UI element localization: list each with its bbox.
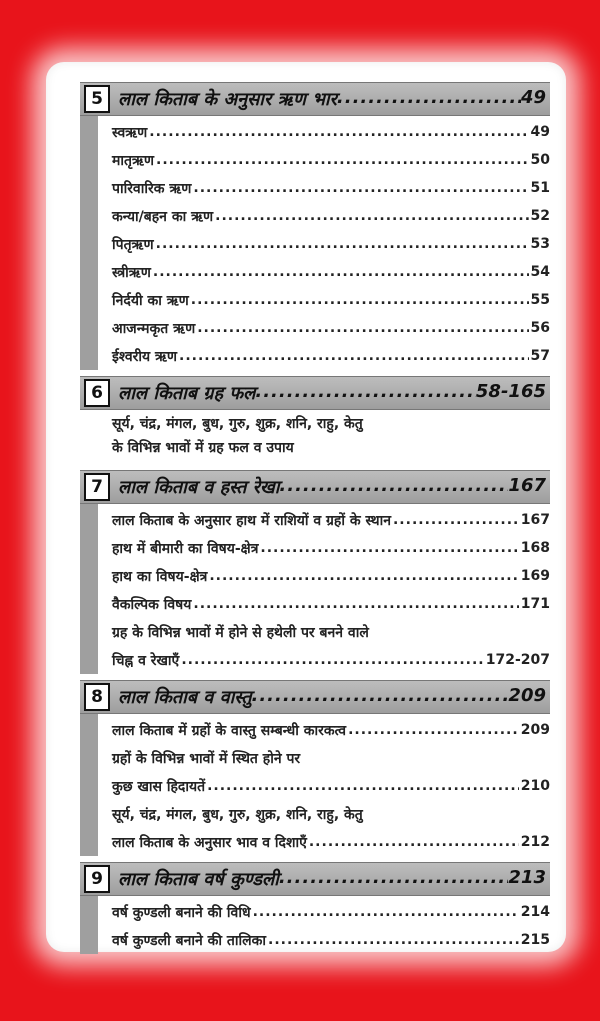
entry-label: हाथ में बीमारी का विषय-क्षेत्र xyxy=(112,540,259,557)
entry-label: लाल किताब के अनुसार हाथ में राशियों व ग्रहों के स्थान xyxy=(112,512,391,529)
entry-page: 212 xyxy=(520,834,550,850)
section-number: 5 xyxy=(84,85,110,113)
section-title: लाल किताब व वास्तु xyxy=(118,687,252,708)
entry-page: 171 xyxy=(520,596,550,612)
section-number: 9 xyxy=(84,865,110,893)
entry-label: मातृऋण xyxy=(112,152,155,169)
entry-label: हाथ का विषय-क्षेत्र xyxy=(112,568,208,585)
entry-page: 210 xyxy=(520,778,550,794)
note-line: सूर्य, चंद्र, मंगल, बुध, गुरु, शुक्र, शनि, राहु, केतु xyxy=(112,806,363,823)
toc-entry[interactable] xyxy=(112,898,550,926)
entry-page: 167 xyxy=(520,512,550,528)
entry-label: कुछ खास हिदायतें xyxy=(112,778,206,795)
entry-label: आजन्मकृत ऋण xyxy=(112,320,196,337)
section-title: लाल किताब व हस्त रेखा xyxy=(118,477,280,498)
entry-label: वर्ष कुण्डली बनाने की विधि xyxy=(112,904,251,921)
toc-entry[interactable] xyxy=(112,926,550,954)
toc-entry[interactable] xyxy=(112,174,550,202)
section-header[interactable] xyxy=(80,680,550,714)
toc-entry[interactable] xyxy=(112,118,550,146)
section-page: 213 xyxy=(508,867,546,888)
section-page: 58-165 xyxy=(475,381,546,402)
toc-entry[interactable] xyxy=(112,202,550,230)
section-number: 6 xyxy=(84,379,110,407)
entry-label: ईश्वरीय ऋण xyxy=(112,348,178,365)
section-page: 209 xyxy=(508,685,546,706)
entry-label: लाल किताब के अनुसार भाव व दिशाएँ xyxy=(112,834,307,851)
entry-page: 50 xyxy=(530,152,550,168)
entry-label: कन्या/बहन का ऋण xyxy=(112,208,214,225)
toc-entry[interactable] xyxy=(112,230,550,258)
entry-label: पितृऋण xyxy=(112,236,154,253)
toc-entry[interactable] xyxy=(112,258,550,286)
entry-page: 209 xyxy=(520,722,550,738)
entry-page: 56 xyxy=(530,320,550,336)
entry-label: वर्ष कुण्डली बनाने की तालिका xyxy=(112,932,267,949)
section-page: 167 xyxy=(508,475,546,496)
entry-page: 57 xyxy=(530,348,550,364)
toc-entry[interactable] xyxy=(112,534,550,562)
section-8 xyxy=(80,680,550,856)
section-title: लाल किताब वर्ष कुण्डली xyxy=(118,869,279,890)
entry-label: स्वऋण xyxy=(112,124,148,141)
section-page: 49 xyxy=(520,87,546,108)
entry-label: चिह्न व रेखाएँ xyxy=(112,652,180,669)
section-header[interactable] xyxy=(80,82,550,116)
entry-page: 55 xyxy=(530,292,550,308)
entry-label: निर्दयी का ऋण xyxy=(112,292,189,309)
section-header[interactable] xyxy=(80,376,550,410)
section-5 xyxy=(80,82,550,370)
entry-page: 52 xyxy=(530,208,550,224)
entry-page: 215 xyxy=(520,932,550,948)
note-line: ग्रहों के विभिन्न भावों में स्थित होने पर xyxy=(112,750,301,767)
entry-label: लाल किताब में ग्रहों के वास्तु सम्बन्धी कारकत्व xyxy=(112,722,347,739)
toc-entry[interactable] xyxy=(112,562,550,590)
section-title: लाल किताब के अनुसार ऋण भार xyxy=(118,89,337,110)
section-7 xyxy=(80,470,550,674)
section-header[interactable] xyxy=(80,470,550,504)
section-header[interactable] xyxy=(80,862,550,896)
entry-page: 49 xyxy=(530,124,550,140)
toc-entry[interactable] xyxy=(112,646,550,674)
toc-entry[interactable] xyxy=(112,286,550,314)
toc-entry[interactable] xyxy=(112,716,550,744)
entry-label: वैकल्पिक विषय xyxy=(112,596,192,613)
toc-entry[interactable] xyxy=(112,590,550,618)
entry-page: 169 xyxy=(520,568,550,584)
entry-page: 168 xyxy=(520,540,550,556)
toc-entry[interactable] xyxy=(112,506,550,534)
note-line: ग्रह के विभिन्न भावों में होने से हथेली पर बनने वाले xyxy=(112,624,369,641)
section-number: 7 xyxy=(84,473,110,501)
entry-page: 53 xyxy=(530,236,550,252)
text-line: के विभिन्न भावों में ग्रह फल व उपाय xyxy=(112,440,294,456)
toc-entry[interactable] xyxy=(112,342,550,370)
section-6 xyxy=(80,376,550,464)
text-line: सूर्य, चंद्र, मंगल, बुध, गुरु, शुक्र, शनि, राहु, केतु xyxy=(112,416,363,432)
toc-entry[interactable] xyxy=(112,828,550,856)
entry-page: 172-207 xyxy=(485,652,550,668)
entry-page: 51 xyxy=(530,180,550,196)
entry-label: स्त्रीऋण xyxy=(112,264,151,281)
table-of-contents xyxy=(80,82,550,960)
toc-entry[interactable] xyxy=(112,146,550,174)
section-9 xyxy=(80,862,550,954)
toc-entry[interactable] xyxy=(112,772,550,800)
entry-page: 54 xyxy=(530,264,550,280)
section-number: 8 xyxy=(84,683,110,711)
entry-page: 214 xyxy=(520,904,550,920)
section-title: लाल किताब ग्रह फल xyxy=(118,383,256,404)
entry-label: पारिवारिक ऋण xyxy=(112,180,192,197)
toc-entry[interactable] xyxy=(112,314,550,342)
